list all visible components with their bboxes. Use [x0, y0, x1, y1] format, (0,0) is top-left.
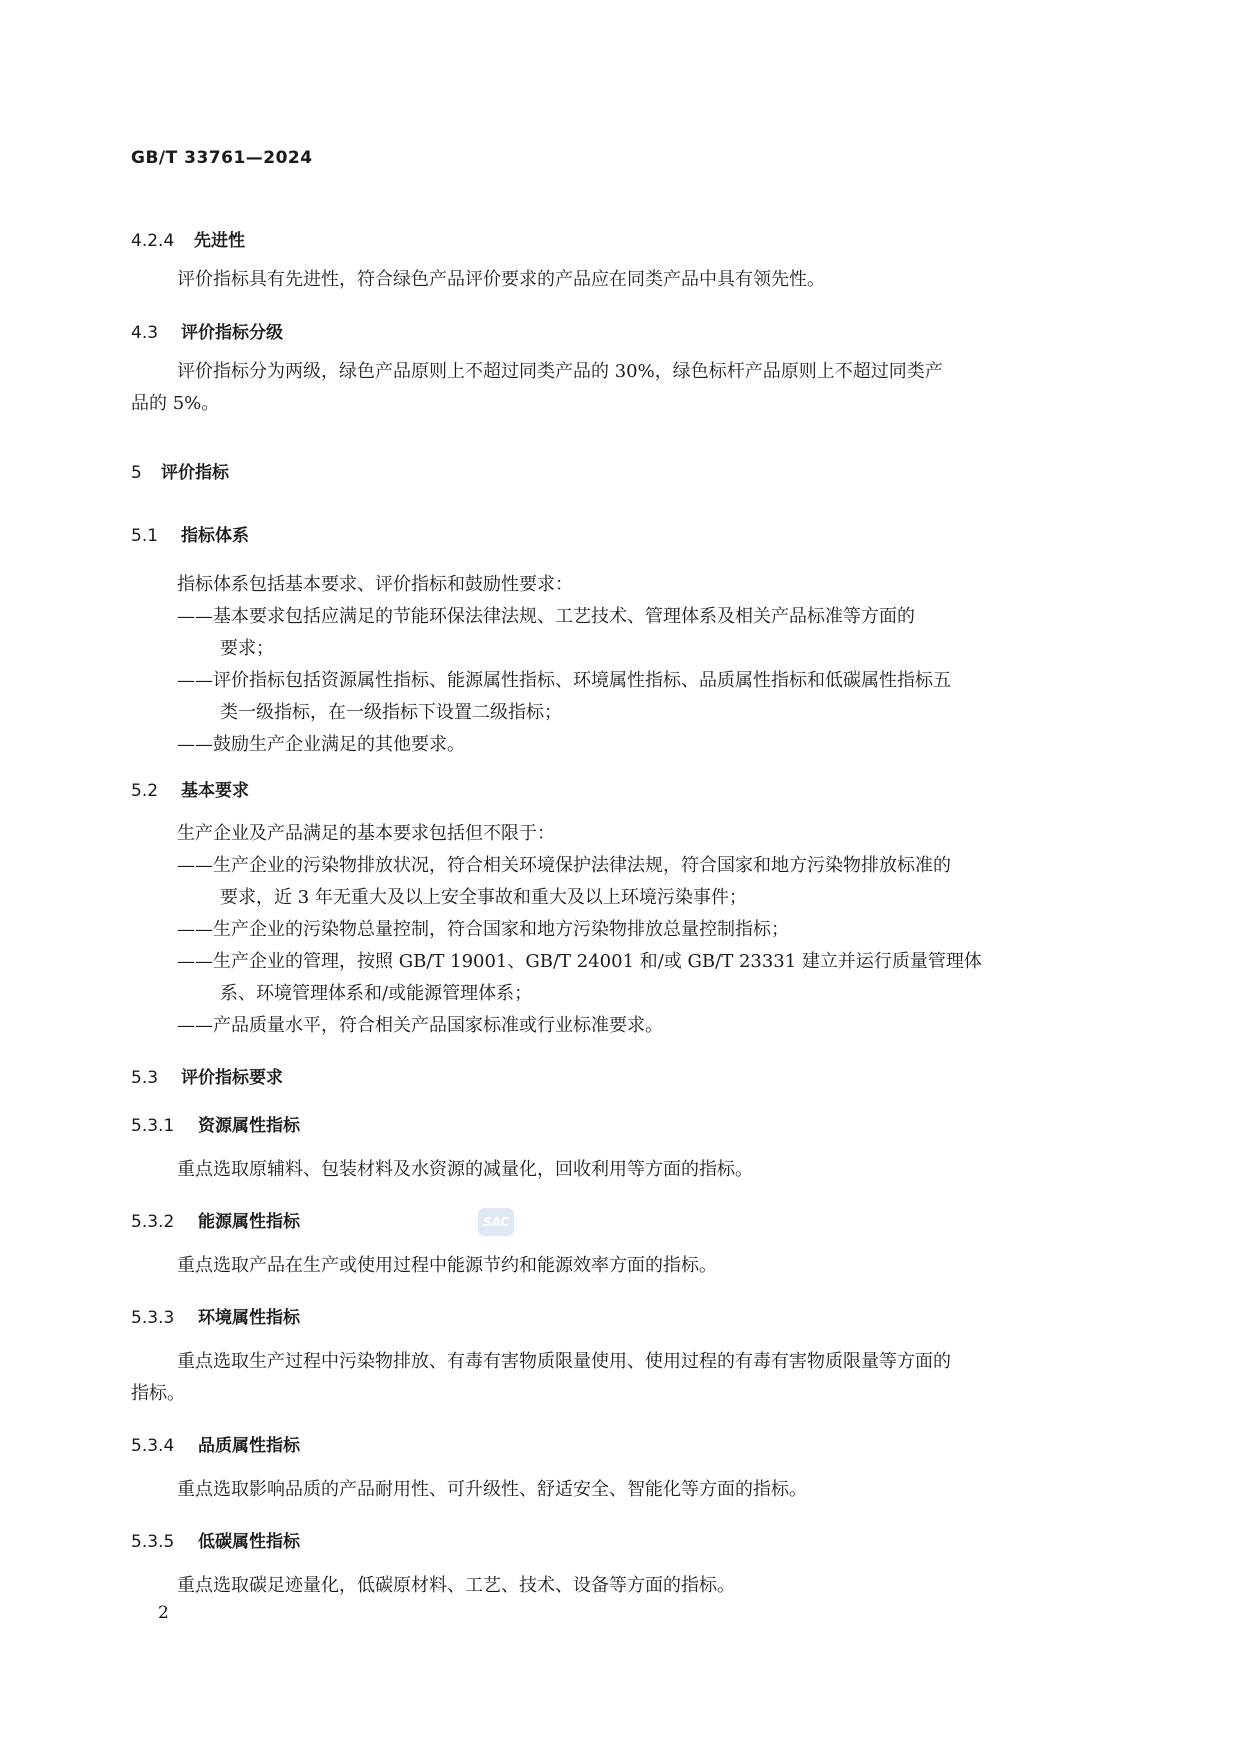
paragraph: 重点选取生产过程中污染物排放、有毒有害物质限量使用、使用过程的有毒有害物质限量等方面的 [177, 1351, 951, 1372]
heading-4-3 [131, 318, 283, 343]
heading-number: 5.1 [131, 526, 159, 546]
heading-5-3-4 [131, 1431, 300, 1456]
heading-number: 5.3.3 [131, 1308, 175, 1328]
list-item [177, 729, 1095, 761]
paragraph-continuation: 品的 5%。 [131, 393, 220, 414]
standard-code: GB/T 33761—2024 [131, 148, 313, 168]
list-item-line: ——评价指标包括资源属性指标、能源属性指标、环境属性指标、品质属性指标和低碳属性指标五 [177, 670, 951, 691]
list-item [177, 914, 1095, 946]
list-item [177, 850, 1095, 914]
paragraph: 评价指标具有先进性，符合绿色产品评价要求的产品应在同类产品中具有领先性。 [177, 269, 825, 290]
heading-number: 5.3.2 [131, 1212, 175, 1232]
list-item [177, 1010, 1095, 1042]
heading-4-2-4 [131, 226, 245, 251]
paragraph: 评价指标分为两级，绿色产品原则上不超过同类产品的 30%，绿色标杆产品原则上不超过同类产 [177, 361, 943, 382]
heading-title: 评价指标分级 [181, 323, 283, 343]
list-item-line: ——鼓励生产企业满足的其他要求。 [177, 734, 465, 755]
paragraph: 重点选取影响品质的产品耐用性、可升级性、舒适安全、智能化等方面的指标。 [177, 1479, 807, 1500]
heading-title: 评价指标 [161, 463, 229, 483]
list-item-line: ——基本要求包括应满足的节能环保法律法规、工艺技术、管理体系及相关产品标准等方面的 [177, 606, 915, 627]
heading-title: 资源属性指标 [198, 1116, 300, 1136]
heading-number: 4.2.4 [131, 231, 175, 251]
heading-title: 评价指标要求 [181, 1068, 283, 1088]
sac-watermark-logo: SAC [478, 1208, 514, 1236]
heading-number: 5 [131, 463, 142, 483]
list-item-continuation: 要求； [220, 638, 274, 659]
list-item [177, 946, 1095, 1010]
heading-number: 5.2 [131, 781, 159, 801]
list-item [177, 601, 1095, 665]
heading-number: 4.3 [131, 323, 159, 343]
heading-5-3-2 [131, 1207, 300, 1232]
heading-5-3 [131, 1063, 283, 1088]
paragraph: 重点选取原辅料、包装材料及水资源的减量化，回收利用等方面的指标。 [177, 1159, 753, 1180]
heading-title: 能源属性指标 [198, 1212, 300, 1232]
heading-title: 先进性 [194, 231, 245, 251]
paragraph: 重点选取碳足迹量化，低碳原材料、工艺、技术、设备等方面的指标。 [177, 1575, 735, 1596]
heading-title: 低碳属性指标 [198, 1532, 300, 1552]
heading-number: 5.3.4 [131, 1436, 175, 1456]
paragraph: 生产企业及产品满足的基本要求包括但不限于： [177, 823, 555, 844]
heading-title: 指标体系 [181, 526, 249, 546]
page-number: 2 [158, 1603, 169, 1623]
paragraph: 重点选取产品在生产或使用过程中能源节约和能源效率方面的指标。 [177, 1255, 717, 1276]
list-item-line: ——生产企业的管理，按照 GB/T 19001、GB/T 24001 和/或 GB/T 23331 建立并运行质量管理体 [177, 951, 982, 972]
heading-5-1 [131, 521, 249, 546]
heading-title: 环境属性指标 [198, 1308, 300, 1328]
heading-number: 5.3.5 [131, 1532, 175, 1552]
heading-5-3-1 [131, 1111, 300, 1136]
heading-number: 5.3.1 [131, 1116, 175, 1136]
list-item-line: ——生产企业的污染物总量控制，符合国家和地方污染物排放总量控制指标； [177, 919, 789, 940]
heading-5-2 [131, 776, 249, 801]
list-item-continuation: 要求，近 3 年无重大及以上安全事故和重大及以上环境污染事件； [220, 887, 747, 908]
list-item-continuation: 类一级指标，在一级指标下设置二级指标； [220, 702, 562, 723]
paragraph: 指标体系包括基本要求、评价指标和鼓励性要求： [177, 574, 573, 595]
heading-5 [131, 458, 229, 483]
heading-number: 5.3 [131, 1068, 159, 1088]
list-item-continuation: 系、环境管理体系和/或能源管理体系； [220, 983, 533, 1004]
heading-title: 基本要求 [181, 781, 249, 801]
heading-5-3-3 [131, 1303, 300, 1328]
heading-title: 品质属性指标 [198, 1436, 300, 1456]
list-item [177, 665, 1095, 729]
list-item-line: ——生产企业的污染物排放状况，符合相关环境保护法律法规，符合国家和地方污染物排放标准的 [177, 855, 951, 876]
heading-5-3-5 [131, 1527, 300, 1552]
paragraph-continuation: 指标。 [131, 1383, 185, 1404]
list-item-line: ——产品质量水平，符合相关产品国家标准或行业标准要求。 [177, 1015, 663, 1036]
